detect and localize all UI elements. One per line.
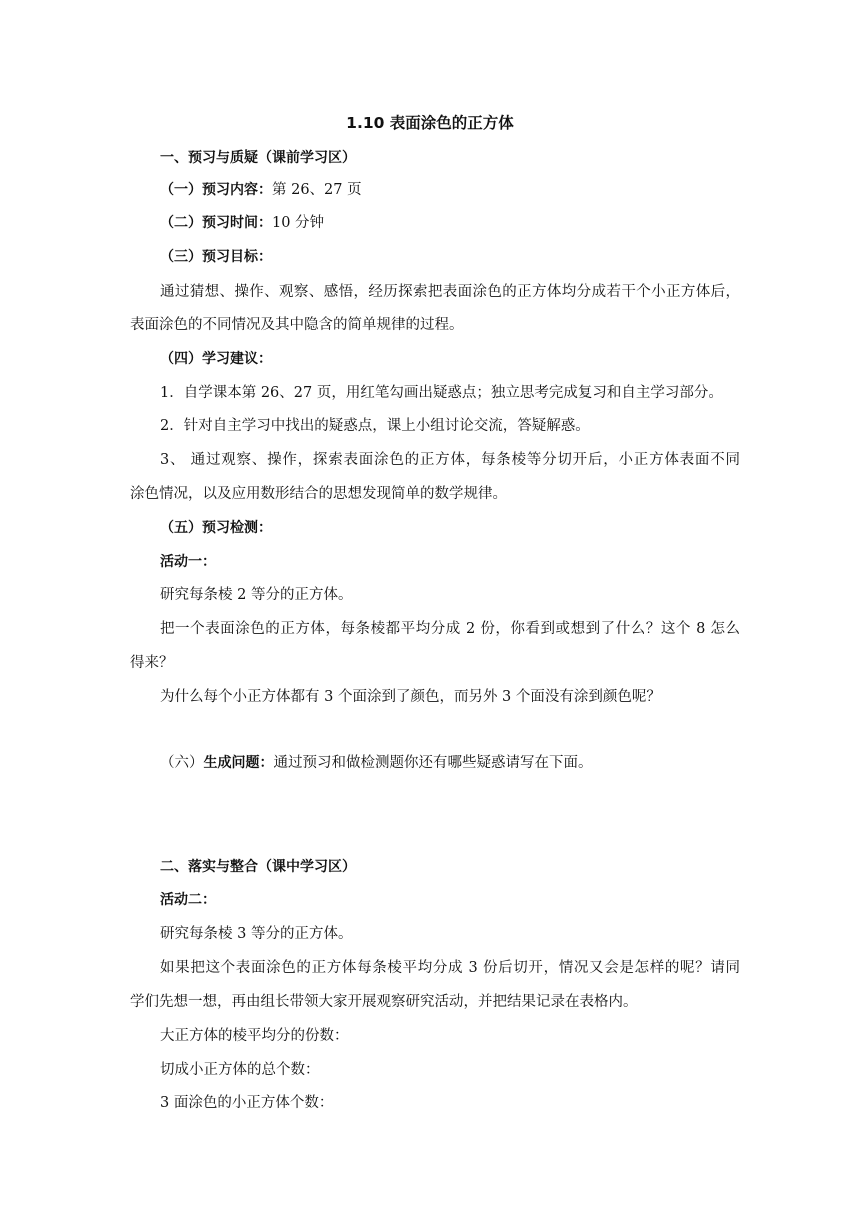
preview-goal-label: （三）预习目标： bbox=[160, 249, 272, 265]
preview-check-label: （五）预习检测： bbox=[160, 520, 272, 536]
activity-1-line-3: 得来？ bbox=[130, 655, 174, 671]
generated-question-label: 生成问题： bbox=[203, 755, 274, 771]
record-item-1: 大正方体的棱平均分的份数： bbox=[160, 1028, 349, 1044]
preview-content-label: （一）预习内容： bbox=[160, 182, 272, 198]
study-advice-item-1: 1．自学课本第 26、27 页，用红笔勾画出疑惑点；独立思考完成复习和自主学习部分。 bbox=[160, 385, 723, 401]
study-advice-item-3-line-2: 涂色情况，以及应用数形结合的思想发现简单的数学规律。 bbox=[130, 486, 507, 502]
activity-1-line-4: 为什么每个小正方体都有 3 个面涂到了颜色，而另外 3 个面没有涂到颜色呢？ bbox=[160, 689, 661, 705]
preview-time-line bbox=[160, 213, 740, 233]
study-advice-item-3-line-1: 3、 通过观察、操作，探索表面涂色的正方体，每条棱等分切开后，小正方体表面不同 bbox=[160, 452, 740, 468]
preview-content-value: 第 26、27 页 bbox=[272, 182, 362, 198]
activity-2-line-1: 研究每条棱 3 等分的正方体。 bbox=[160, 926, 353, 942]
generated-question-prefix: （六） bbox=[160, 755, 204, 771]
activity-2-label: 活动二： bbox=[160, 892, 216, 908]
study-advice-label: （四）学习建议： bbox=[160, 351, 272, 367]
preview-goal-line-1: 通过猜想、操作、观察、感悟，经历探索把表面涂色的正方体均分成若干个小正方体后， bbox=[160, 284, 740, 300]
preview-time-value: 10 分钟 bbox=[272, 215, 325, 231]
generated-question-line bbox=[160, 753, 740, 773]
preview-goal-line-2: 表面涂色的不同情况及其中隐含的简单规律的过程。 bbox=[130, 317, 464, 333]
section-1-heading: 一、预习与质疑（课前学习区） bbox=[160, 150, 356, 166]
activity-2-line-3: 学们先想一想，再由组长带领大家开展观察研究活动，并把结果记录在表格内。 bbox=[130, 994, 638, 1010]
study-advice-item-2: 2．针对自主学习中找出的疑惑点，课上小组讨论交流，答疑解惑。 bbox=[160, 418, 590, 434]
record-item-2: 切成小正方体的总个数： bbox=[160, 1062, 320, 1078]
preview-time-label: （二）预习时间： bbox=[160, 215, 272, 231]
generated-question-value: 通过预习和做检测题你还有哪些疑惑请写在下面。 bbox=[273, 755, 593, 771]
record-item-3: 3 面涂色的小正方体个数： bbox=[160, 1095, 334, 1111]
activity-1-line-1: 研究每条棱 2 等分的正方体。 bbox=[160, 587, 353, 603]
preview-content-line bbox=[160, 180, 740, 200]
document-title: 1.10 表面涂色的正方体 bbox=[346, 114, 514, 132]
activity-1-line-2: 把一个表面涂色的正方体，每条棱都平均分成 2 份，你看到或想到了什么？这个 8 怎么 bbox=[160, 621, 740, 637]
activity-2-line-2: 如果把这个表面涂色的正方体每条棱平均分成 3 份后切开，情况又会是怎样的呢？请同 bbox=[160, 960, 740, 976]
activity-1-label: 活动一： bbox=[160, 554, 216, 570]
section-2-heading: 二、落实与整合（课中学习区） bbox=[160, 859, 356, 875]
